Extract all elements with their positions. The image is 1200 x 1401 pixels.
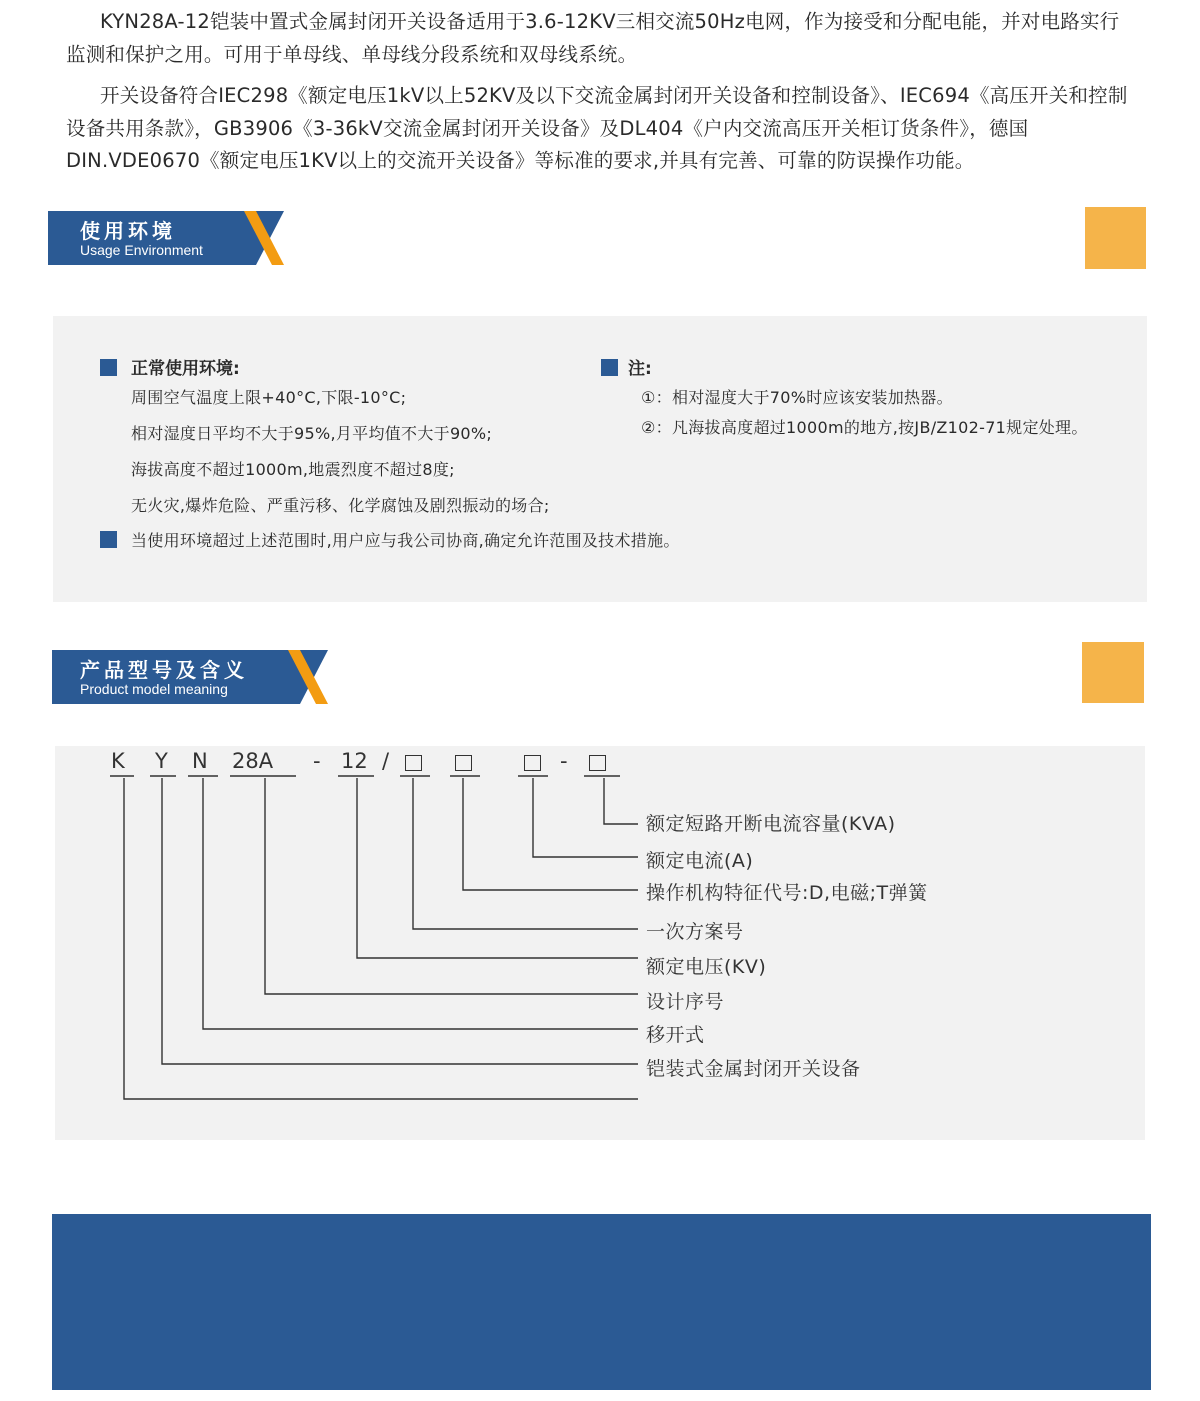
env-item: 相对湿度日平均不大于95%,月平均值不大于90%; [131, 424, 493, 443]
model-code-char: - [560, 749, 568, 773]
model-code-char: 28A [232, 749, 274, 773]
section-title: 使用环境 [80, 219, 176, 243]
note-item: ①：相对湿度大于70%时应该安装加热器。 [641, 388, 953, 407]
note-item: ②：凡海拔高度超过1000m的地方,按JB/Z102-71规定处理。 [641, 418, 1088, 437]
model-meaning-label: 额定电压(KV) [646, 956, 767, 978]
model-meaning-label: 铠装式金属封闭开关设备 [646, 1058, 861, 1080]
section-title: 产品型号及含义 [80, 658, 248, 682]
bottom-blue-band [52, 1214, 1151, 1390]
model-code-char: N [192, 749, 208, 773]
model-code-char: - [313, 749, 321, 773]
beyond-range-note: 当使用环境超过上述范围时,用户应与我公司协商,确定允许范围及技术措施。 [100, 528, 680, 551]
intro-paragraph: KYN28A-12铠装中置式金属封闭开关设备适用于3.6-12KV三相交流50Hz电网，作为接受和分配电能，并对电路实行监测和保护之用。可用于单母线、单母线分段系统和双母线系统。 [66, 10, 1120, 66]
section-subtitle: Product model meaning [80, 681, 228, 697]
normal-env-heading: 正常使用环境: [100, 354, 240, 379]
model-code-char: Y [155, 749, 168, 773]
section-subtitle: Usage Environment [80, 242, 203, 258]
model-code-char: K [111, 749, 125, 773]
env-item: 周围空气温度上限+40°C,下限-10°C; [131, 388, 407, 407]
env-item: 无火灾,爆炸危险、严重污移、化学腐蚀及剧烈振动的场合; [131, 496, 550, 515]
model-meaning-label: 一次方案号 [646, 921, 744, 943]
note-heading: 注: [601, 354, 652, 379]
model-meaning-label: 设计序号 [646, 991, 725, 1013]
model-meaning-label: 操作机构特征代号:D,电磁;T弹簧 [646, 882, 928, 904]
intro-paragraph: 开关设备符合IEC298《额定电压1kV以上52KV及以下交流金属封闭开关设备和控制设备》、IEC694《高压开关和控制设备共用条款》，GB3906《3-36kV交流金属封闭开关设备》及DL404《户内交流高压开关柜订货条件》，德国DIN.VDE0670《额定电压1KV以上的交流开关设备》等标准的要求,并具有完善、可靠的防误操作功能。 [66, 84, 1128, 172]
model-meaning-label: 额定短路开断电流容量(KVA) [646, 813, 896, 835]
env-item: 海拔高度不超过1000m,地震烈度不超过8度; [131, 460, 455, 479]
model-code-char: 12 [341, 749, 368, 773]
model-meaning-label: 额定电流(A) [646, 850, 754, 872]
model-code-char: / [382, 749, 390, 773]
model-meaning-label: 移开式 [646, 1024, 705, 1046]
